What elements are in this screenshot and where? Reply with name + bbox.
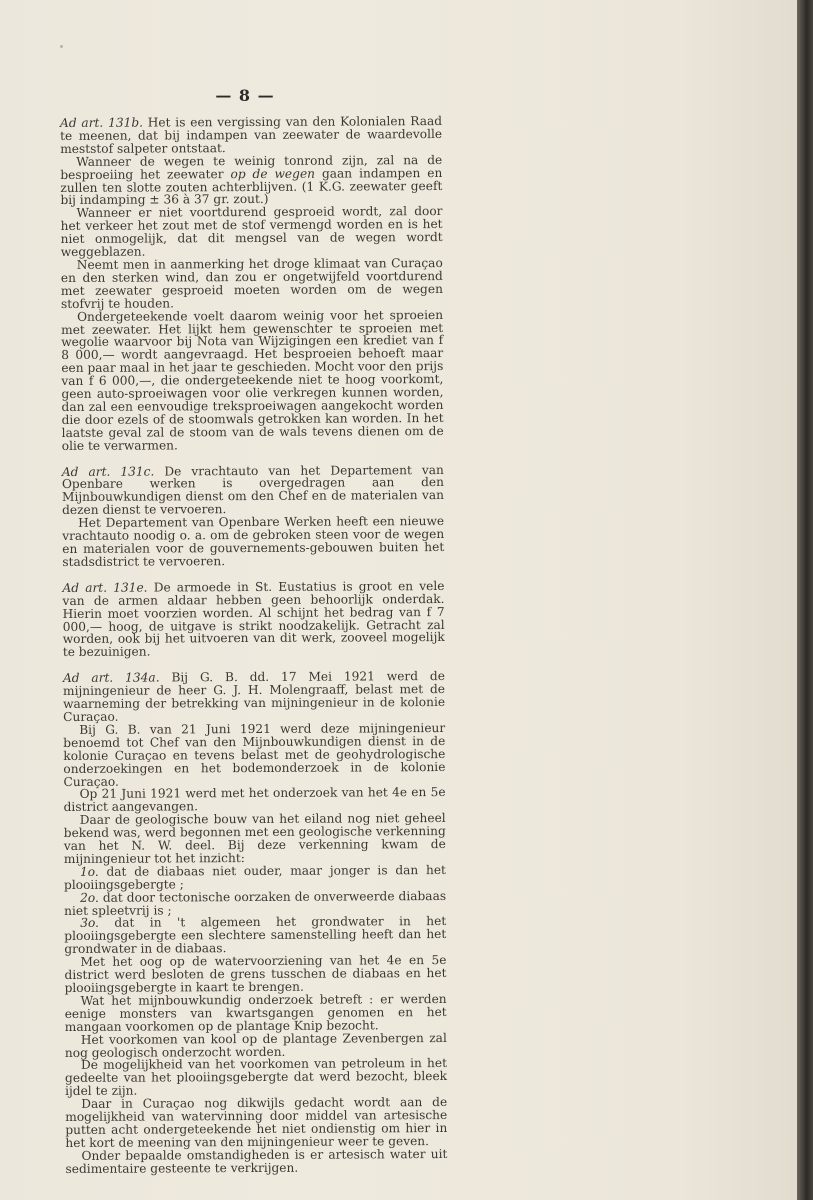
paragraph	[65, 993, 447, 1034]
lead-text: Bij G. B. dd. 17 Mei 1921 werd de mijningenieur de heer G. J. H. Molengraaff, belast met de waarneming der betrekking van mijningenieur in de kolonie Curaçao.	[62, 669, 446, 724]
article-reference: Ad art. 131c.	[61, 464, 155, 479]
paragraph-text: Wat het mijnbouwkundig onderzoek betreft : er werden eenige monsters van kwartsgangen genomen en het mangaan voorkomen op de plantage Knip bezocht.	[64, 991, 447, 1034]
paragraph-text: Daar de geologische bouw van het eiland nog niet geheel bekend was, werd begonnen met een geologische verkenning van het N. W. deel. Bij deze verkenning kwam de mijningenieur tot het inzicht:	[63, 811, 446, 866]
lead-text: Het is een vergissing van den Kolonialen Raad te meenen, dat bij indampen van zeewater de waardevolle meststof salpeter ontstaat.	[60, 113, 443, 156]
paragraph-text: Op 21 Juni 1921 werd met het onderzoek van het 4e en 5e district aangevangen.	[63, 785, 446, 815]
paragraph-text: Het Departement van Openbare Werken heeft een nieuwe vrachtauto noodig o. a. om de gebroken steen voor de wegen en materialen voor de gouvernements-gebouwen buiten het stadsdistrict te vervoeren.	[62, 514, 445, 569]
paragraph	[65, 1148, 447, 1176]
article-section	[63, 670, 448, 1175]
paragraph	[64, 812, 446, 866]
paragraph-text: dat in 't algemeen het grondwater in het plooiingsgebergte een slechtere samenstelling heeft dan het grondwater in de diabaas.	[64, 914, 447, 957]
paragraph	[64, 954, 446, 995]
paragraph-text: De mogelijkheid van het voorkomen van petroleum in het gedeelte van het plooiingsgebergte dat werd bezocht, bleek ijdel te zijn.	[64, 1056, 448, 1099]
paragraph-text: dat de diabaas niet ouder, maar jonger is dan het plooiingsgebergte ;	[63, 862, 446, 892]
paragraph	[61, 309, 444, 453]
paragraph	[64, 915, 446, 956]
article-section	[62, 464, 445, 569]
paragraph-text: Ondergeteekende voelt daarom weinig voor het sproeien met zeewater. Het lijkt hem gewenschter te sproeien met wegolie waarvoor bij Nota van Wijzigingen een krediet van f 8 000,— wordt aangevraagd. Het besproeien behoeft maar een paar maal in het jaar te geschieden. Mocht voor den prijs van f 6 000,—, die ondergeteekende niet te hoog voorkomt, geen auto-sproeiwagen voor olie verkregen kunnen worden, dan zal een eenvoudige treksproeiwagen aangekocht worden die door ezels of de stoomwals getrokken kan worden. In het laatste geval zal de stoom van de wals tevens dienen om de olie te verwarmen.	[61, 307, 444, 453]
section-lead-paragraph	[62, 464, 444, 518]
paragraph	[64, 864, 446, 892]
paper-speck	[60, 45, 63, 48]
section-lead-paragraph	[60, 115, 442, 156]
lead-text: De vrachtauto van het Departement van Openbare werken is overgedragen aan den Mijnbouwkundigen dienst om den Chef en de materialen van dezen dienst te vervoeren.	[61, 462, 445, 518]
list-number: 1o.	[79, 864, 99, 879]
paragraph-text: Bij G. B. van 21 Juni 1921 werd deze mijningenieur benoemd tot Chef van den Mijnbouwkundigen dienst in de kolonie Curaçao en tevens belast met de geohydrologische onderzoekingen en het bodemonderzoek in de kolonie Curaçao.	[63, 720, 446, 789]
lead-text: De armoede in St. Eustatius is groot en vele van de armen aldaar hebben geen behoorlijk onderdak. Hierin moet voorzien worden. Al schijnt het bedrag van f 7 000,— hoog, de uitgave is strikt noodzakelijk. Getracht zal worden, ook bij het uitvoeren van dit werk, zooveel mogelijk te bezuinigen.	[62, 578, 445, 660]
article-reference: Ad art. 131b.	[59, 115, 144, 130]
emphasized-text: op de wegen	[230, 166, 316, 181]
article-section	[60, 115, 444, 453]
paragraph-text: Neemt men in aanmerking het droge klimaat van Curaçao en den sterken wind, dan zou er ongetwijfeld voortdurend met zeewater gesproeid moeten worden om de wegen stofvrij te houden.	[60, 255, 443, 311]
paragraph	[60, 205, 442, 259]
paragraph	[60, 154, 442, 208]
page-number: — 8 —	[215, 86, 275, 105]
paragraph-text: Het voorkomen van kool op de plantage Zevenbergen zal nog geologisch onderzocht worden.	[64, 1030, 447, 1060]
paragraph-text: Onder bepaalde omstandigheden is er artesisch water uit sedimentaire gesteente te verkrijgen.	[65, 1146, 448, 1176]
paragraph-text: gaan indampen en zullen ten slotte zouten achterblijven. (1 K.G. zeewater geeft bij indamping ± 36 à 37 gr. zout.)	[60, 165, 443, 208]
article-reference: Ad art. 134a.	[62, 670, 160, 686]
paragraph	[65, 1057, 447, 1098]
paragraph-text: dat door tectonische oorzaken de onverweerde diabaas niet spleetvrij is ;	[64, 888, 447, 918]
list-number: 2o.	[80, 890, 99, 905]
page-edge-shadow	[797, 0, 813, 1200]
article-section	[62, 580, 444, 659]
paragraph	[64, 786, 446, 814]
paragraph	[62, 515, 444, 569]
paragraph	[61, 257, 443, 311]
body-text	[60, 115, 448, 1189]
paragraph-text: Daar in Curaçao nog dikwijls gedacht wordt aan de mogelijkheid van watervinning door middel van artesische putten acht ondergeteekende het niet ondienstig om hier in het kort de meening van den mijningenieur weer te geven.	[65, 1095, 448, 1150]
paragraph	[65, 1096, 447, 1150]
article-reference: Ad art. 131e.	[62, 580, 148, 595]
paragraph-text: Wanneer de wegen te weinig tonrond zijn, zal na de besproeiing het zeewater	[60, 152, 443, 182]
list-number: 3o.	[80, 916, 100, 931]
paragraph	[63, 722, 445, 789]
paragraph-text: Met het oog op de watervoorziening van het 4e en 5e district werd besloten de grens tusschen de diabaas en het plooiingsgebergte in kaart te brengen.	[64, 953, 447, 995]
section-lead-paragraph	[63, 670, 445, 724]
paragraph	[64, 890, 446, 918]
paragraph	[65, 1032, 447, 1060]
section-lead-paragraph	[62, 580, 444, 659]
paragraph-text: Wanneer er niet voortdurend gesproeid wordt, zal door het verkeer het zout met de stof vermengd worden en is het niet onmogelijk, dat dit mengsel van de wegen wordt weggeblazen.	[60, 204, 443, 260]
